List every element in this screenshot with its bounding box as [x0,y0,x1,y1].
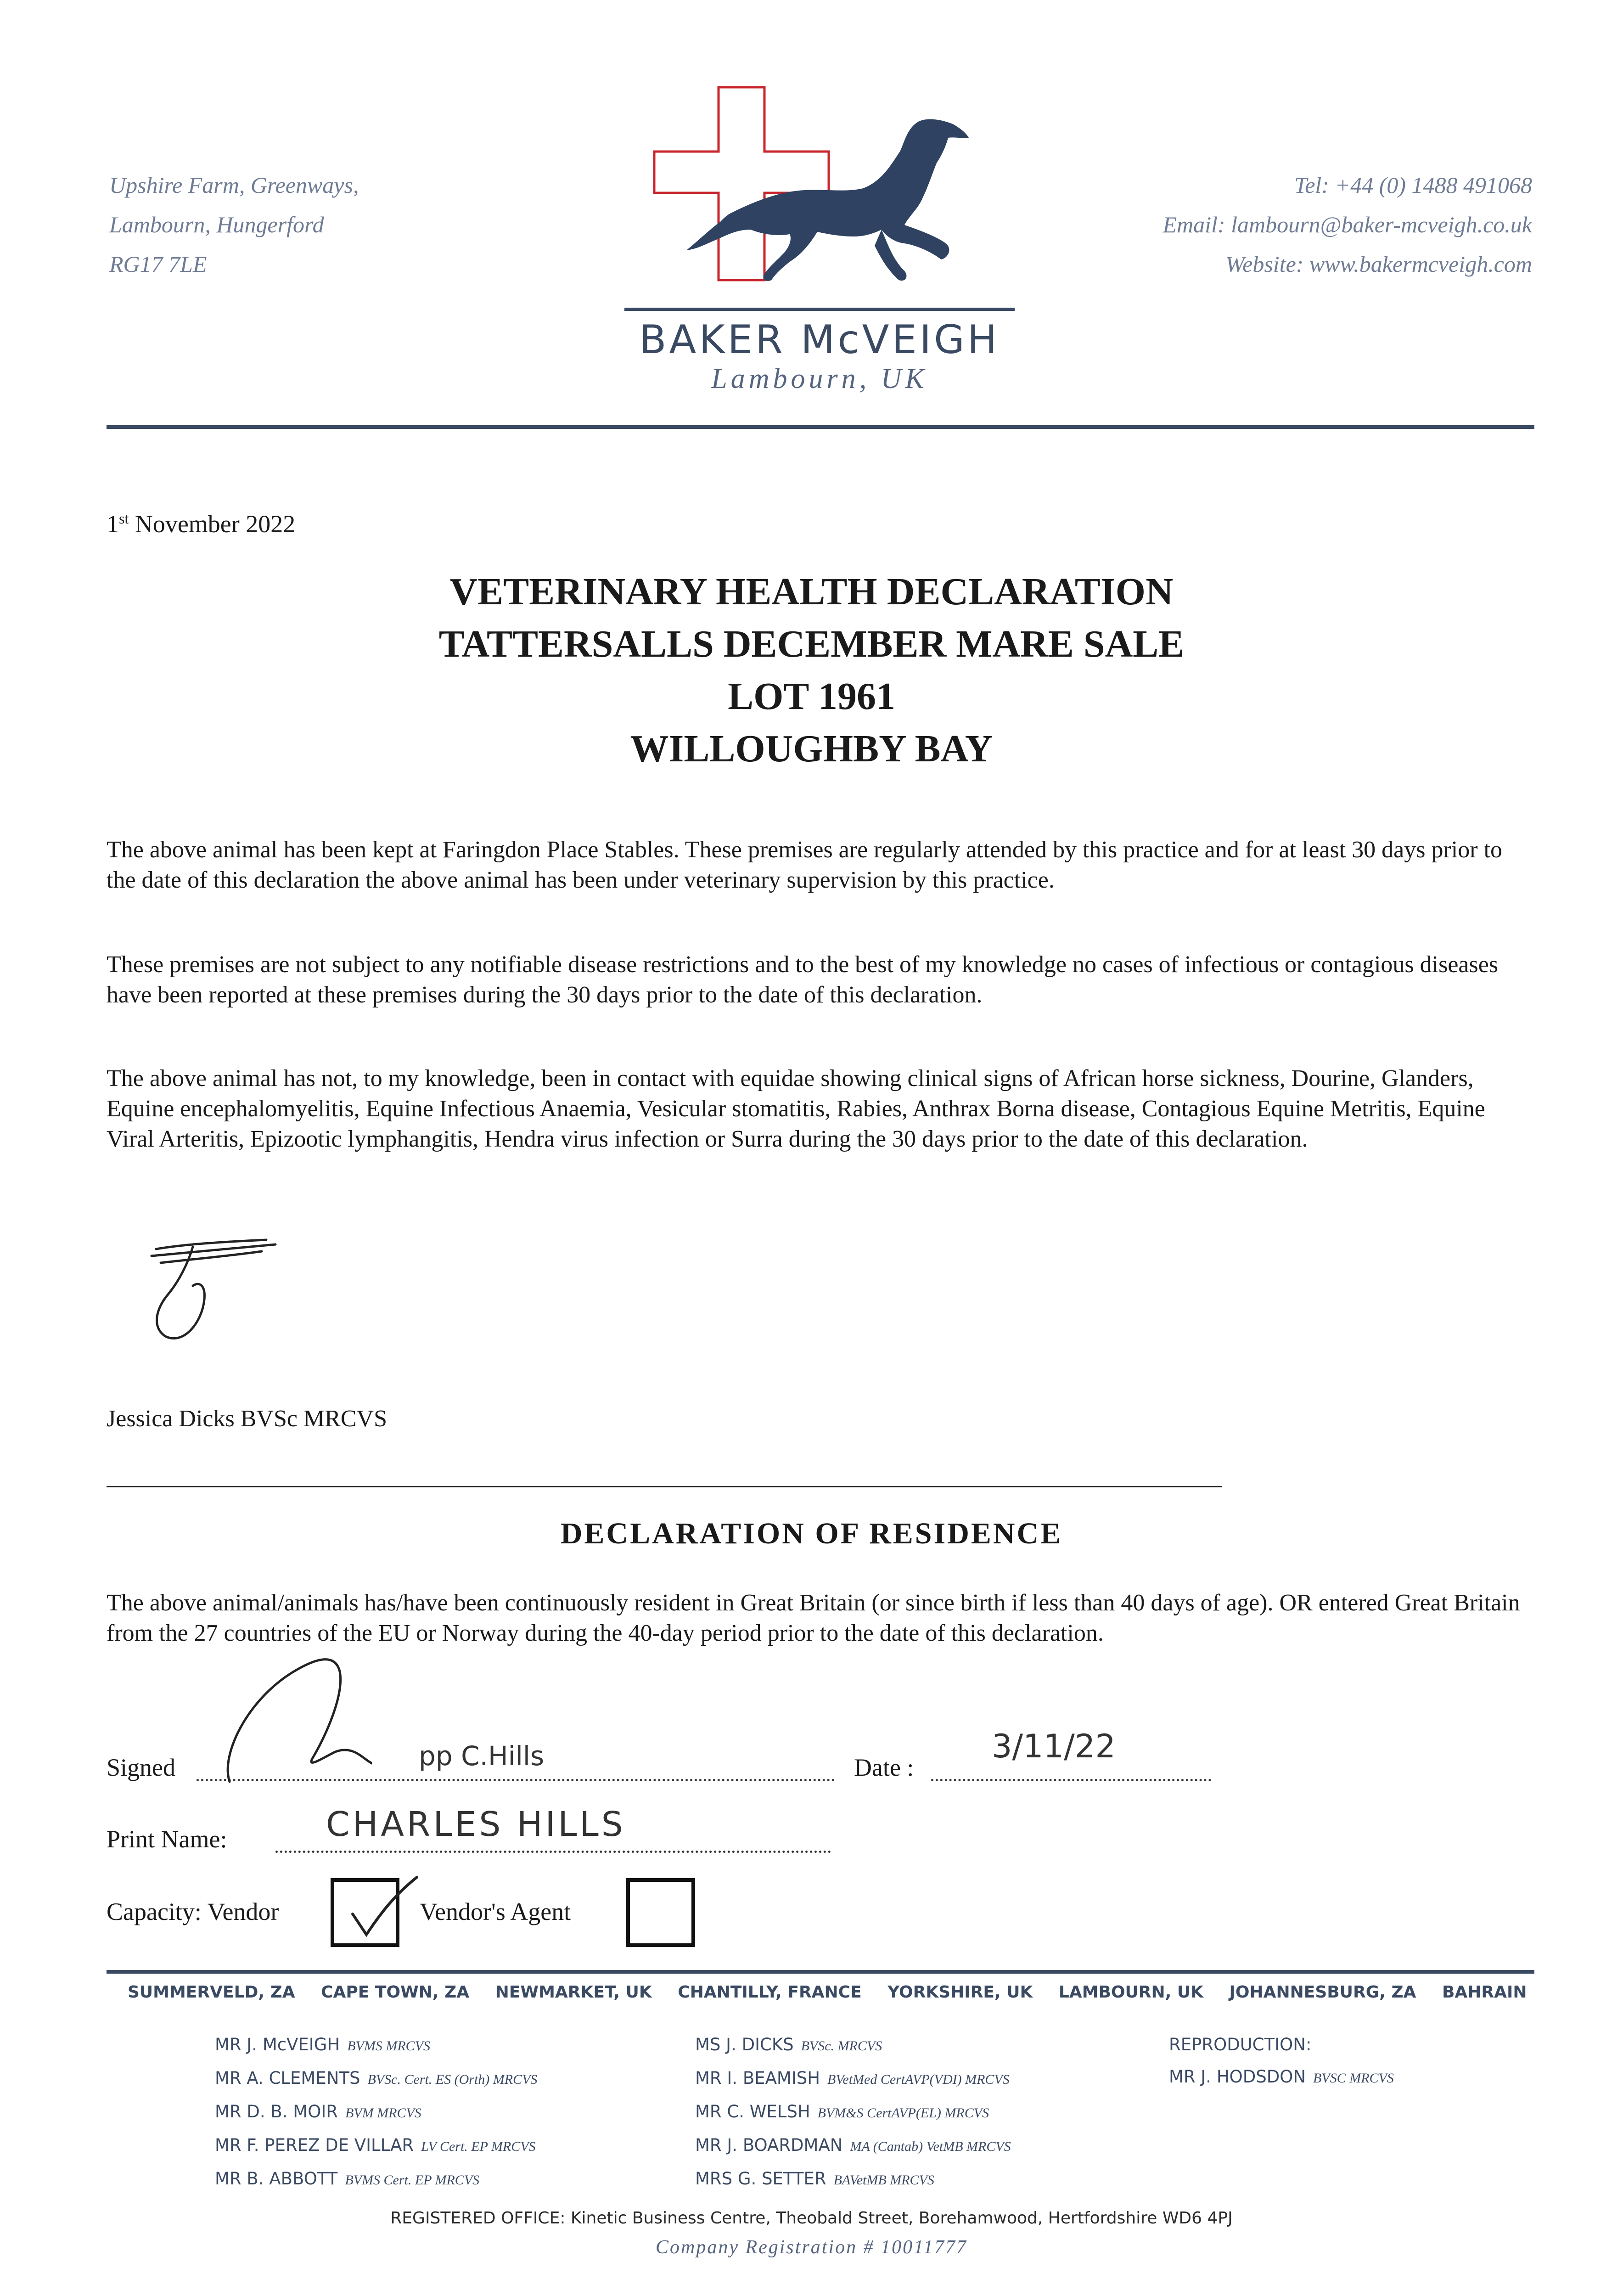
staff-entry [215,2129,537,2163]
staff-column-2 [695,2029,1011,2196]
paragraph-premises: The above animal has been kept at Faringdon Place Stables. These premises are regularly attended by this practice and for at least 30 days prior to the date of this declaration the above animal has been under veterinary supervision by this practice. [107,837,1503,893]
address-line: Lambourn, Hungerford [109,212,324,237]
address-line: Upshire Farm, Greenways, [109,172,359,198]
staff-quals: BVM MRCVS [345,2105,421,2121]
header-divider [107,425,1534,429]
date-label: Date : [854,1754,914,1781]
staff-quals: BVSc. MRCVS [801,2038,882,2054]
title-line: LOT 1961 [728,675,895,718]
staff-name: MR C. WELSH [695,2102,810,2122]
print-name-field-line[interactable] [275,1851,831,1853]
location-item: CHANTILLY, FRANCE [678,1983,862,2002]
footer-divider [107,1970,1534,1974]
staff-quals: BVSc. Cert. ES (Orth) MRCVS [367,2072,538,2087]
location-item: SUMMERVELD, ZA [128,1983,295,2002]
document-date [107,510,295,538]
vendor-checkbox[interactable] [331,1878,399,1947]
agent-label: Vendor's Agent [420,1898,571,1925]
residence-text: The above animal/animals has/have been continuously resident in Great Britain (or since birth if less than 40 days of age). OR entered Great Britain from the 27 countries of the EU or Norway during the 40-day period prior to the date of this declaration. [107,1590,1520,1646]
office-locations [128,1983,1527,2002]
location-item: NEWMARKET, UK [495,1983,652,2002]
horse-icon [686,119,969,281]
brand-location: Lambourn, UK [711,363,928,394]
date-handwriting: 3/11/22 [992,1728,1116,1765]
residence-title: DECLARATION OF RESIDENCE [560,1517,1063,1550]
staff-name: MS J. DICKS [695,2035,794,2054]
vendor-signature [216,1644,372,1795]
location-item: YORKSHIRE, UK [887,1983,1033,2002]
staff-name: MR J. HODSDON [1169,2067,1306,2087]
date-day: 1 [107,510,119,538]
date-suffix: st [119,510,129,527]
paragraph-restrictions: These premises are not subject to any notifiable disease restrictions and to the best of my knowledge no cases of infectious or contagious diseases have been reported at these premises during the 30 days prior to the date of this declaration. [107,951,1499,1008]
phone-line: Tel: +44 (0) 1488 491068 [1294,172,1532,198]
staff-quals: BVMS Cert. EP MRCVS [345,2172,480,2188]
vet-signature [124,1231,289,1355]
staff-name: MR J. BOARDMAN [695,2135,843,2155]
staff-entry [215,2029,537,2062]
capacity-label: Capacity: Vendor [107,1898,279,1925]
staff-quals: BVMS MRCVS [347,2038,430,2054]
location-item: LAMBOURN, UK [1058,1983,1203,2002]
staff-column-1 [215,2029,537,2196]
check-icon [334,1859,421,1951]
staff-quals: BVM&S CertAVP(EL) MRCVS [817,2105,989,2121]
location-item: CAPE TOWN, ZA [321,1983,470,2002]
staff-quals: MA (Cantab) VetMB MRCVS [850,2139,1011,2154]
company-registration: Company Registration # 10011777 [655,2237,968,2258]
title-line: TATTERSALLS DECEMBER MARE SALE [438,623,1185,665]
staff-name: MR D. B. MOIR [215,2102,338,2122]
staff-entry [695,2129,1011,2163]
staff-quals: BVetMed CertAVP(VDI) MRCVS [827,2072,1010,2087]
staff-name: MR B. ABBOTT [215,2169,338,2189]
signed-handwriting: pp C.Hills [419,1740,545,1772]
print-name-label: Print Name: [107,1825,227,1853]
date-rest: November 2022 [135,510,296,538]
staff-entry [215,2163,537,2196]
staff-quals: BAVetMB MRCVS [833,2172,934,2188]
website-line[interactable]: Website: www.bakermcveigh.com [1225,251,1532,277]
paragraph-diseases: The above animal has not, to my knowledge, been in contact with equidae showing clinical signs of African horse sickness, Dourine, Glanders, Equine encephalomyelitis, Equine Infectious Anaemia, Vesicular stomatitis, Rabies, Anthrax Borna disease, Contagious Equine Metritis, Equine Viral Arteritis, Epizootic lymphangitis, Hendra virus infection or Surra during the 30 days prior to the date of this declaration. [107,1065,1485,1152]
date-field-line[interactable] [931,1779,1211,1781]
staff-entry [215,2096,537,2129]
staff-name: MR A. CLEMENTS [215,2068,360,2088]
vet-signatory-name: Jessica Dicks BVSc MRCVS [107,1406,387,1432]
print-name-handwriting: CHARLES HILLS [326,1805,626,1844]
location-item: JOHANNESBURG, ZA [1229,1983,1416,2002]
horse-cross-logo [624,78,1015,335]
practice-address [109,165,359,284]
staff-entry [695,2096,1011,2129]
logo-rule [624,308,1015,311]
reproduction-column [1169,2029,1394,2094]
brand-name: BAKER McVEIGH [639,317,1000,363]
signed-label: Signed [107,1754,176,1781]
staff-entry [695,2062,1011,2096]
staff-entry [695,2029,1011,2062]
title-line: VETERINARY HEALTH DECLARATION [449,570,1174,613]
declaration-title [0,566,1623,775]
section-divider [107,1486,1222,1487]
staff-name: MRS G. SETTER [695,2169,826,2189]
staff-entry [695,2163,1011,2196]
reproduction-label: REPRODUCTION: [1169,2035,1312,2054]
email-line[interactable]: Email: lambourn@baker-mcveigh.co.uk [1162,212,1532,237]
contact-details [1163,165,1533,284]
title-line: WILLOUGHBY BAY [630,727,993,770]
staff-entry [1169,2061,1394,2094]
staff-entry [215,2062,537,2096]
staff-name: MR F. PEREZ DE VILLAR [215,2135,414,2155]
agent-checkbox[interactable] [626,1878,695,1947]
staff-name: MR I. BEAMISH [695,2068,820,2088]
staff-quals: LV Cert. EP MRCVS [421,2139,536,2154]
staff-name: MR J. McVEIGH [215,2035,340,2054]
registered-office: REGISTERED OFFICE: Kinetic Business Centre, Theobald Street, Borehamwood, Hertfordshire WD6 4PJ [390,2209,1233,2228]
address-line: RG17 7LE [109,251,207,277]
staff-quals: BVSC MRCVS [1313,2071,1394,2086]
location-item: BAHRAIN [1442,1983,1527,2002]
